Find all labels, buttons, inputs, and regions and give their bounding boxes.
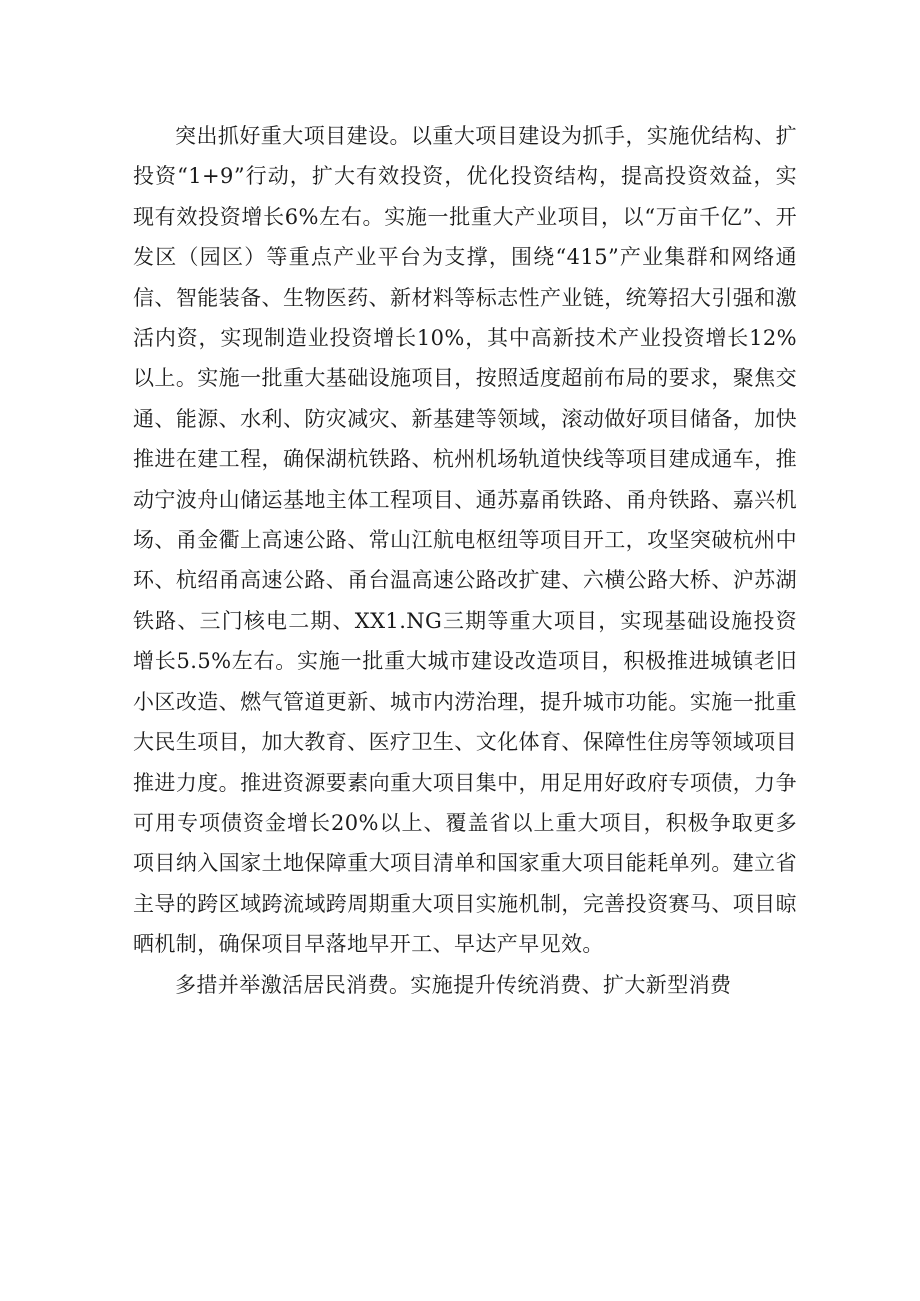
- paragraph-consumption: 多措并举激活居民消费。实施提升传统消费、扩大新型消费: [175, 972, 732, 997]
- document-body: [133, 116, 797, 1005]
- paragraph-major-projects: 突出抓好重大项目建设。以重大项目建设为抓手，实施优结构、扩投资“1+9”行动，扩大有效投资，优化投资结构，提高投资效益，实现有效投资增长6%左右。实施一批重大产业项目，以“万亩千亿”、开发区（园区）等重点产业平台为支撑，围绕“415”产业集群和网络通信、智能装备、生物医药、新材料等标志性产业链，统筹招大引强和激活内资，实现制造业投资增长10%，其中高新技术产业投资增长12%以上。实施一批重大基础设施项目，按照适度超前布局的要求，聚焦交通、能源、水利、防灾减灾、新基建等领域，滚动做好项目储备，加快推进在建工程，确保湖杭铁路、杭州机场轨道快线等项目建成通车，推动宁波舟山储运基地主体工程项目、通苏嘉甬铁路、甬舟铁路、嘉兴机场、甬金衢上高速公路、常山江航电枢纽等项目开工，攻坚突破杭州中环、杭绍甬高速公路、甬台温高速公路改扩建、六横公路大桥、沪苏湖铁路、三门核电二期、XX1.NG三期等重大项目，实现基础设施投资增长5.5%左右。实施一批重大城市建设改造项目，积极推进城镇老旧小区改造、燃气管道更新、城市内涝治理，提升城市功能。实施一批重大民生项目，加大教育、医疗卫生、文化体育、保障性住房等领域项目推进力度。推进资源要素向重大项目集中，用足用好政府专项债，力争可用专项债资金增长20%以上、覆盖省以上重大项目，积极争取更多项目纳入国家土地保障重大项目清单和国家重大项目能耗单列。建立省主导的跨区域跨流域跨周期重大项目实施机制，完善投资赛马、项目晾晒机制，确保项目早落地早开工、早达产早见效。: [133, 124, 797, 957]
